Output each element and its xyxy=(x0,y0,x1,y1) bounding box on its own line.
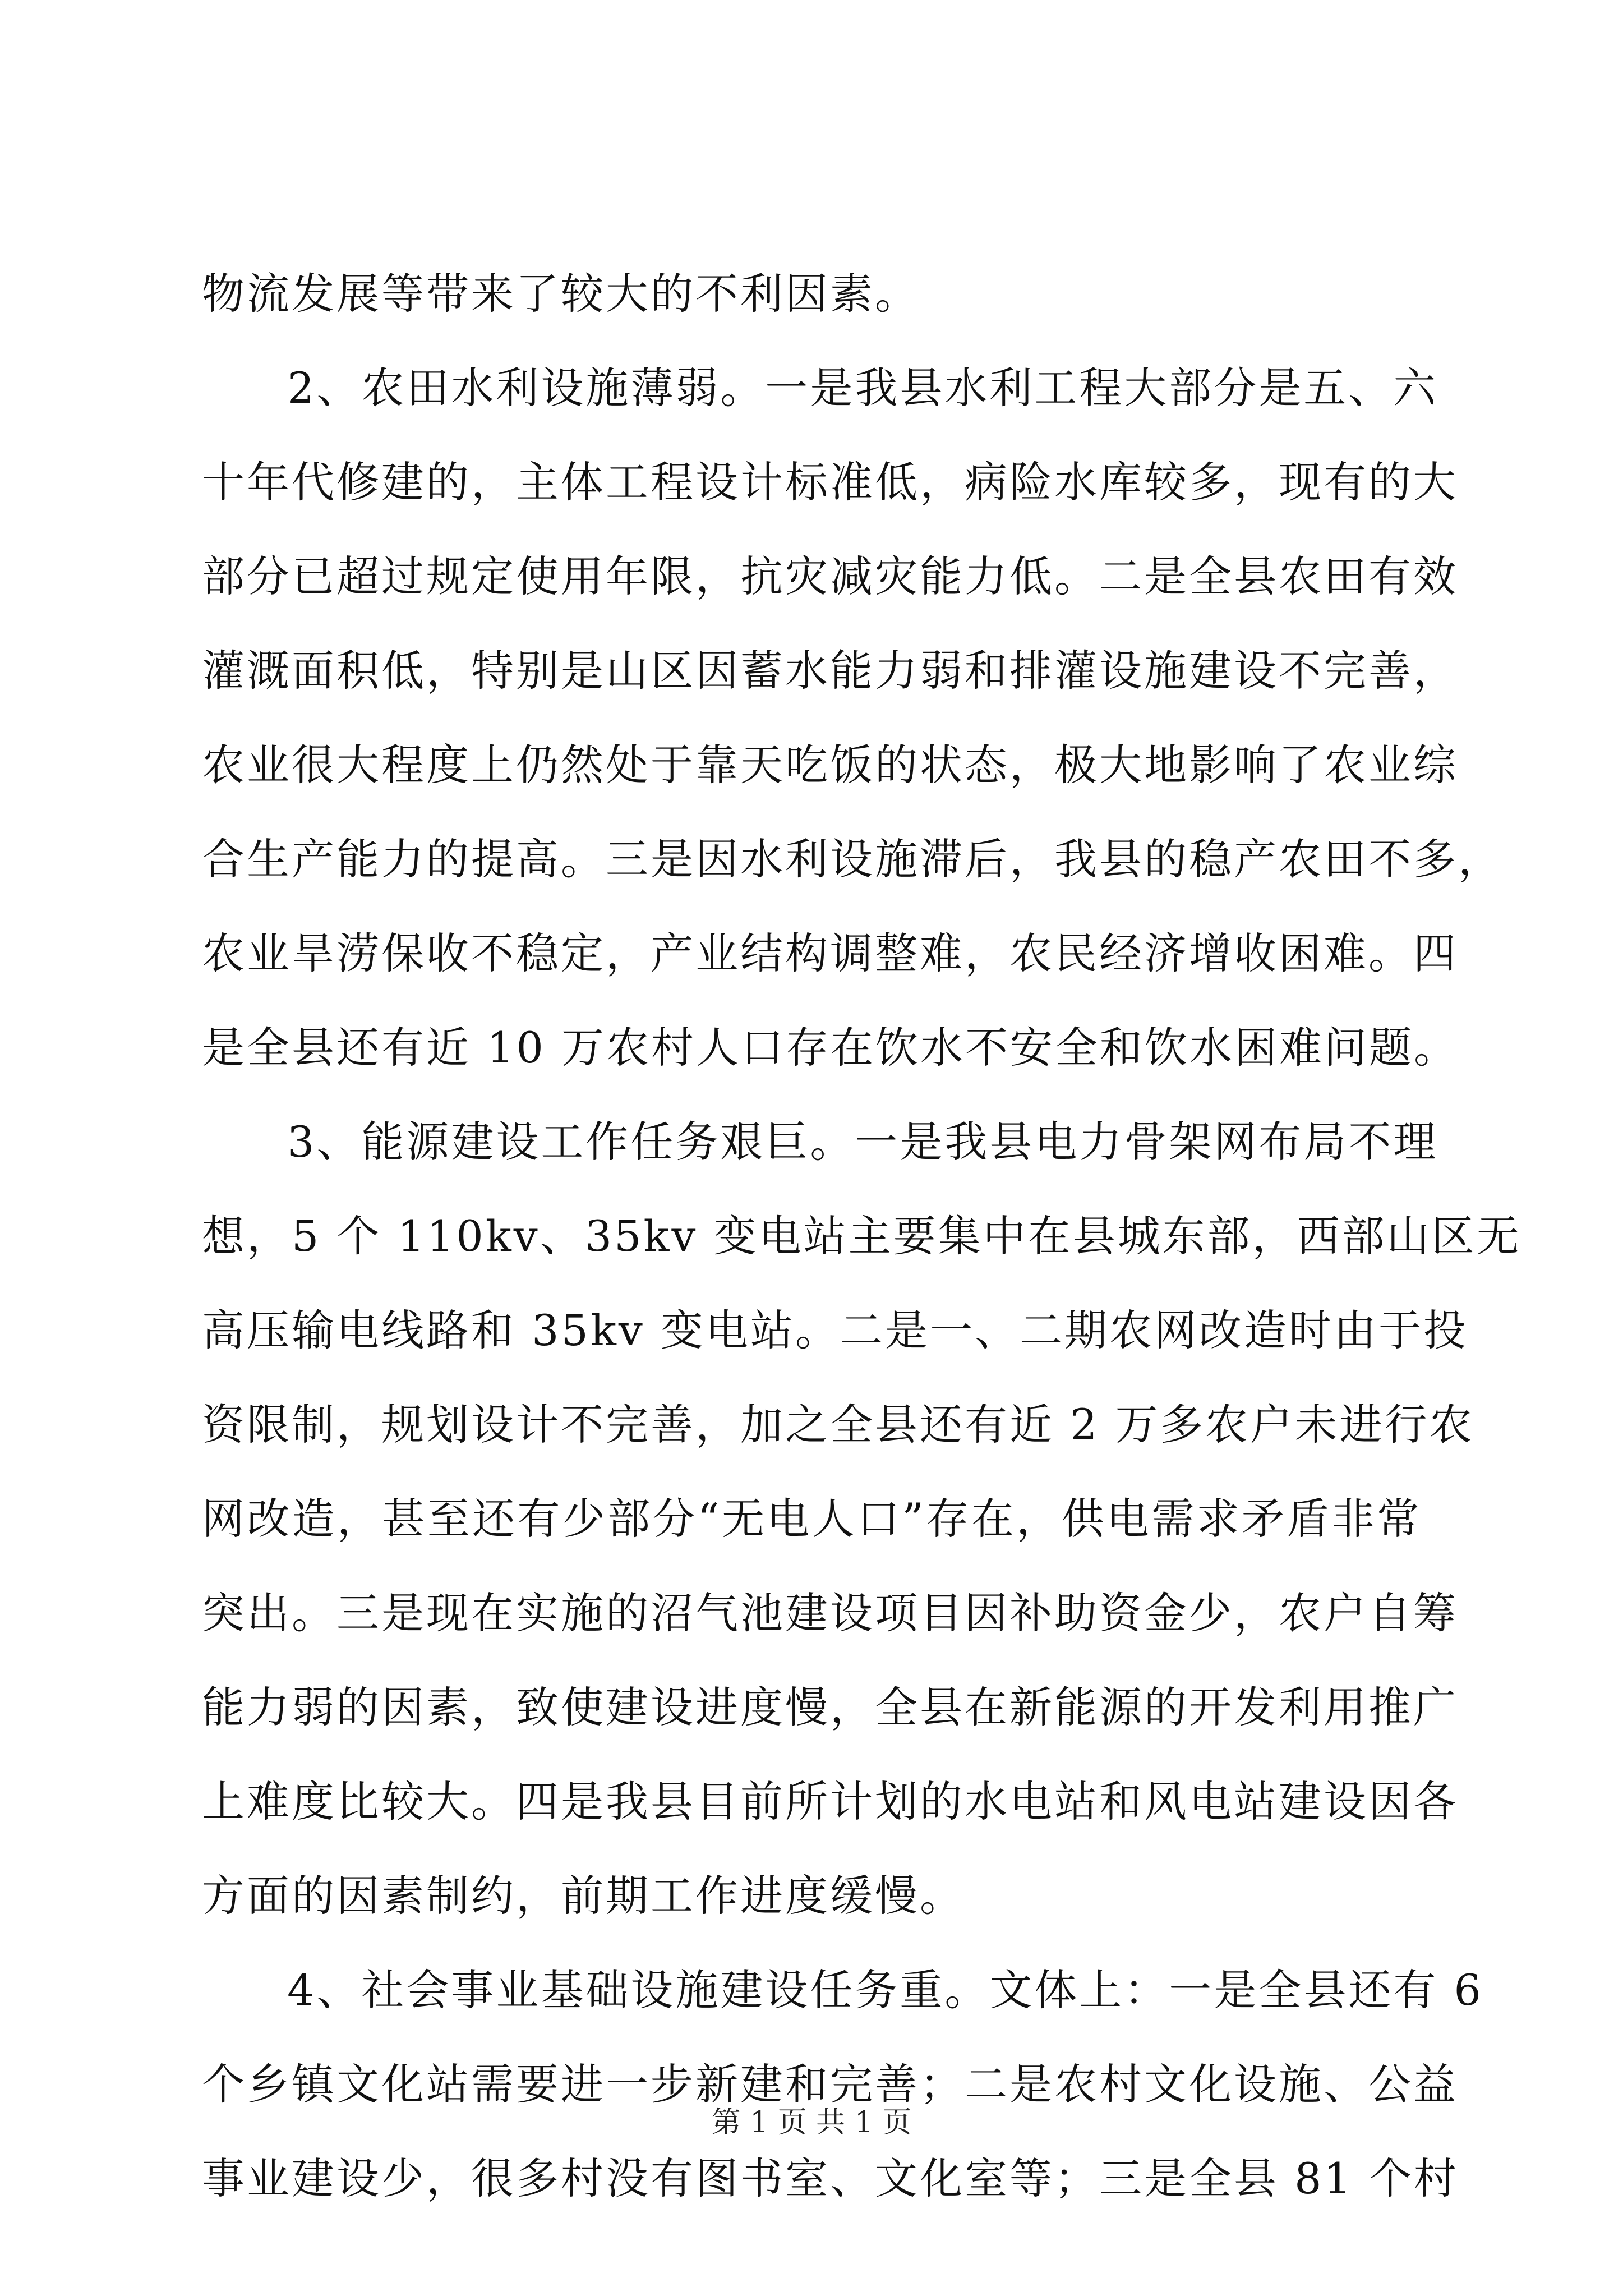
text-line: 能力弱的因素，致使建设进度慢，全县在新能源的开发利用推广 xyxy=(202,1682,1458,1732)
text-line: 上难度比较大。四是我县目前所计划的水电站和风电站建设因各 xyxy=(202,1777,1458,1826)
text-line: 个乡镇文化站需要进一步新建和完善；二是农村文化设施、公益 xyxy=(202,2059,1458,2109)
page-footer: 第 1 页 共 1 页 xyxy=(711,2106,912,2139)
text-line: 资限制，规划设计不完善，加之全县还有近 2 万多农户未进行农 xyxy=(202,1400,1474,1450)
text-line: 农业旱涝保收不稳定，产业结构调整难，农民经济增收困难。四 xyxy=(202,928,1458,978)
text-line: 突出。三是现在实施的沼气池建设项目因补助资金少，农户自筹 xyxy=(202,1588,1458,1638)
text-line: 十年代修建的，主体工程设计标准低，病险水库较多，现有的大 xyxy=(202,457,1458,507)
paragraph-first-line: 3、能源建设工作任务艰巨。一是我县电力骨架网布局不理 xyxy=(287,1117,1438,1167)
paragraph-first-line: 4、社会事业基础设施建设任务重。文体上：一是全县还有 6 xyxy=(287,1965,1483,2015)
text-line: 高压输电线路和 35kv 变电站。二是一、二期农网改造时由于投 xyxy=(202,1305,1469,1355)
text-line: 想，5 个 110kv、35kv 变电站主要集中在县城东部，西部山区无 xyxy=(202,1211,1521,1261)
text-line: 农业很大程度上仍然处于靠天吃饭的状态，极大地影响了农业综 xyxy=(202,740,1458,790)
text-line: 是全县还有近 10 万农村人口存在饮水不安全和饮水困难问题。 xyxy=(202,1023,1459,1073)
body-text xyxy=(202,247,1521,2226)
text-line: 合生产能力的提高。三是因水利设施滞后，我县的稳产农田不多， xyxy=(202,834,1503,884)
paragraph-first-line: 2、农田水利设施薄弱。一是我县水利工程大部分是五、六 xyxy=(287,363,1438,413)
text-line: 物流发展等带来了较大的不利因素。 xyxy=(202,269,920,319)
text-line: 部分已超过规定使用年限，抗灾减灾能力低。二是全县农田有效 xyxy=(202,551,1458,601)
text-line: 灌溉面积低，特别是山区因蓄水能力弱和排灌设施建设不完善， xyxy=(202,646,1458,696)
text-line: 事业建设少，很多村没有图书室、文化室等；三是全县 81 个村 xyxy=(202,2154,1459,2203)
text-line: 网改造，甚至还有少部分“无电人口”存在，供电需求矛盾非常 xyxy=(202,1494,1422,1544)
text-line: 方面的因素制约，前期工作进度缓慢。 xyxy=(202,1871,965,1921)
